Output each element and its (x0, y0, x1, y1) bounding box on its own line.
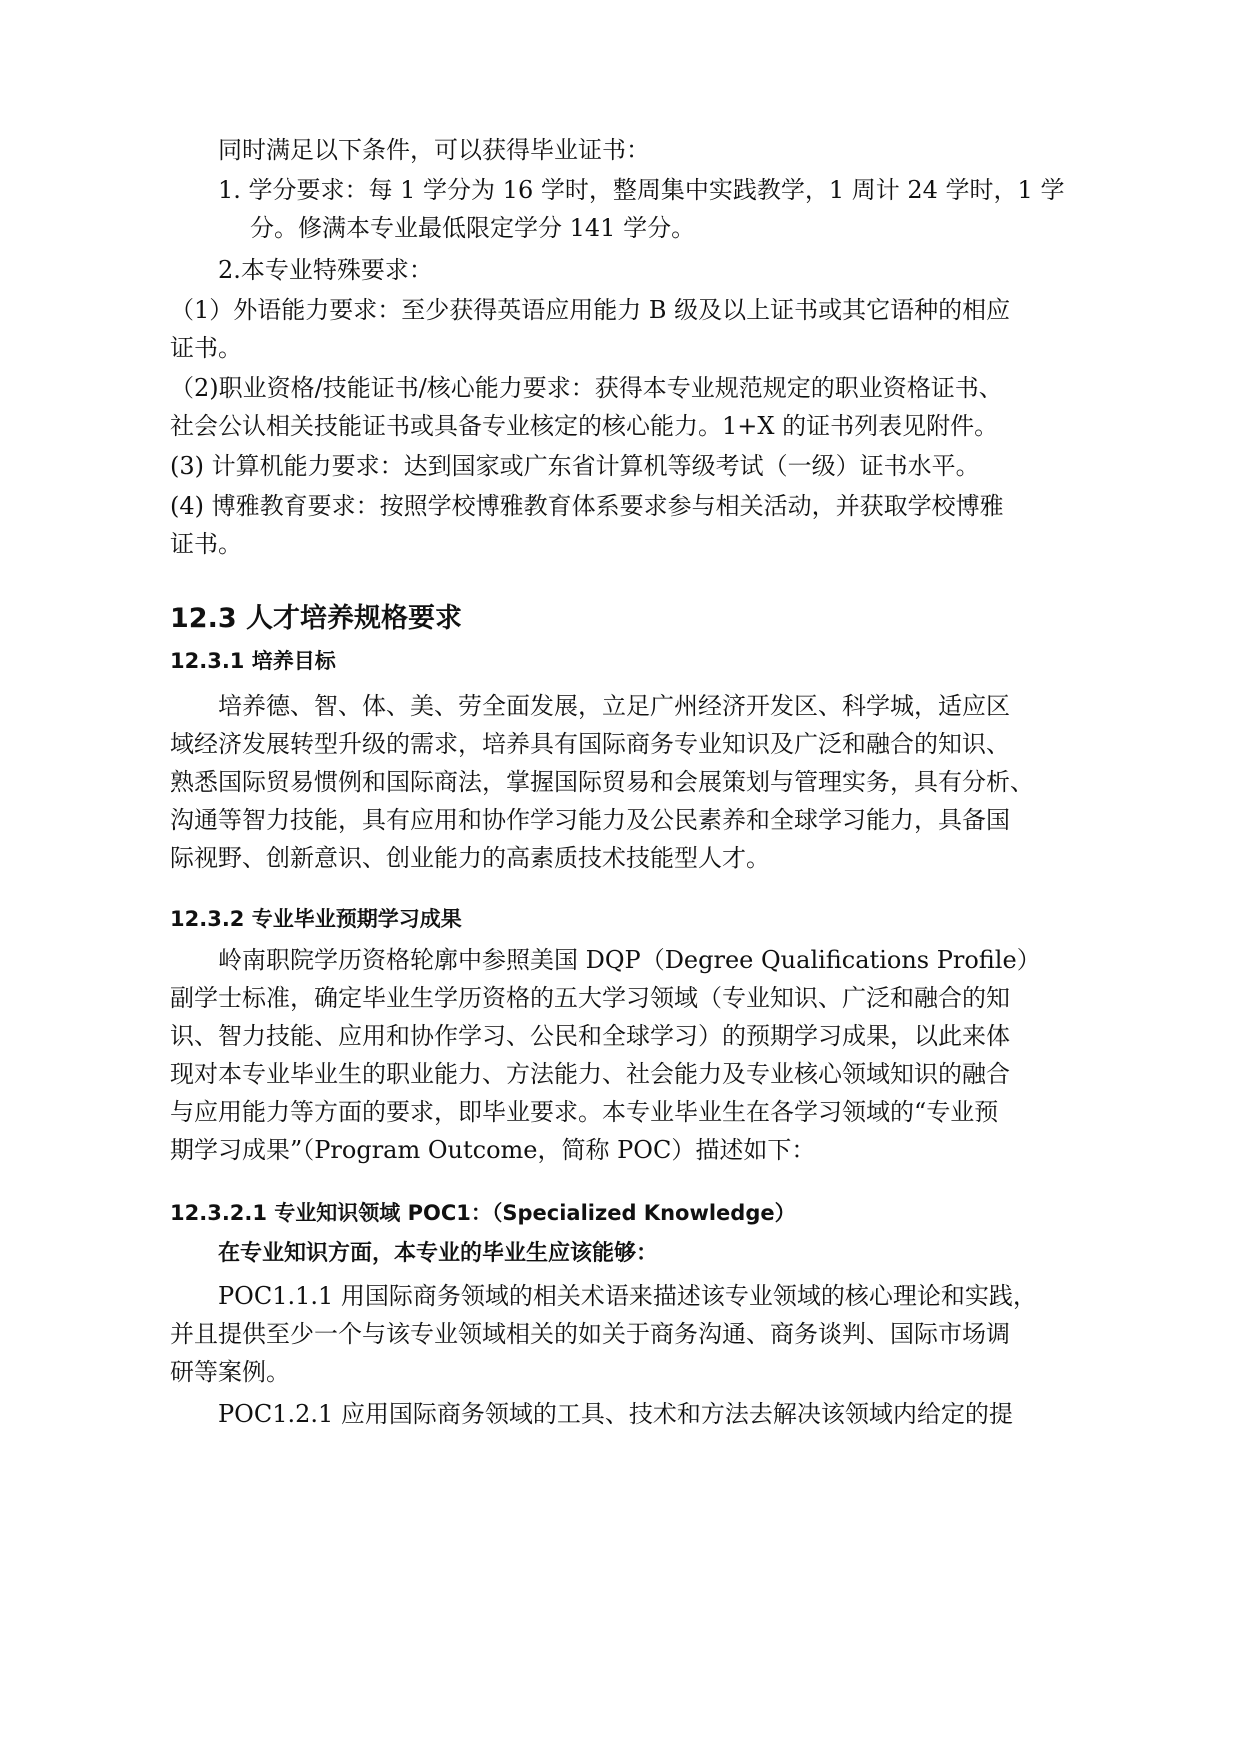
outcomes-line-3: 识、智力技能、应用和协作学习、公民和全球学习）的预期学习成果，以此来体 (170, 1022, 1010, 1050)
outcomes-line-4: 现对本专业毕业生的职业能力、方法能力、社会能力及专业核心领域知识的融合 (170, 1060, 1010, 1088)
certificate-requirement-line-2: 社会公认相关技能证书或具备专业核定的核心能力。1+X 的证书列表见附件。 (170, 412, 999, 440)
section-heading-12-3-2-1: 12.3.2.1 专业知识领域 POC1：（Specialized Knowledge） (170, 1201, 796, 1225)
outcomes-line-6: 期学习成果”（Program Outcome，简称 POC）描述如下： (170, 1136, 816, 1164)
credit-requirement-line-2: 分。修满本专业最低限定学分 141 学分。 (250, 214, 696, 242)
computer-requirement: (3) 计算机能力要求：达到国家或广东省计算机等级考试（一级）证书水平。 (170, 452, 980, 480)
liberal-education-requirement-line-1: (4) 博雅教育要求：按照学校博雅教育体系要求参与相关活动，并获取学校博雅 (170, 492, 1004, 520)
section-heading-12-3-2: 12.3.2 专业毕业预期学习成果 (170, 907, 462, 931)
training-goal-line-5: 际视野、创新意识、创业能力的高素质技术技能型人才。 (170, 844, 770, 872)
outcomes-line-2: 副学士标准，确定毕业生学历资格的五大学习领域（专业知识、广泛和融合的知 (170, 984, 1010, 1012)
certificate-requirement-line-1: （2)职业资格/技能证书/核心能力要求：获得本专业规范规定的职业资格证书、 (170, 374, 1003, 402)
foreign-language-requirement-line-2: 证书。 (170, 334, 242, 362)
special-requirements-label: 2.本专业特殊要求： (218, 256, 433, 284)
poc121-line-1: POC1.2.1 应用国际商务领域的工具、技术和方法去解决该领域内给定的提 (218, 1400, 1013, 1428)
poc111-line-1: POC1.1.1 用国际商务领域的相关术语来描述该专业领域的核心理论和实践， (218, 1282, 1037, 1310)
credit-requirement-line-1: 1. 学分要求：每 1 学分为 16 学时，整周集中实践教学，1 周计 24 学时，1 学 (218, 176, 1065, 204)
outcomes-line-1: 岭南职院学历资格轮廓中参照美国 DQP（Degree Qualifications Profile） (218, 946, 1041, 974)
graduation-intro: 同时满足以下条件，可以获得毕业证书： (218, 136, 650, 164)
training-goal-line-2: 域经济发展转型升级的需求，培养具有国际商务专业知识及广泛和融合的知识、 (170, 730, 1010, 758)
poc111-line-2: 并且提供至少一个与该专业领域相关的如关于商务沟通、商务谈判、国际市场调 (170, 1320, 1010, 1348)
poc111-line-3: 研等案例。 (170, 1358, 290, 1386)
outcomes-line-5: 与应用能力等方面的要求，即毕业要求。本专业毕业生在各学习领域的“专业预 (170, 1098, 999, 1126)
section-heading-12-3-1: 12.3.1 培养目标 (170, 649, 336, 673)
training-goal-line-4: 沟通等智力技能，具有应用和协作学习能力及公民素养和全球学习能力，具备国 (170, 806, 1010, 834)
specialized-knowledge-lead: 在专业知识方面，本专业的毕业生应该能够： (218, 1241, 659, 1266)
section-heading-12-3: 12.3 人才培养规格要求 (170, 603, 463, 634)
foreign-language-requirement-line-1: （1）外语能力要求：至少获得英语应用能力 B 级及以上证书或其它语种的相应 (170, 296, 1011, 324)
training-goal-line-3: 熟悉国际贸易惯例和国际商法，掌握国际贸易和会展策划与管理实务，具有分析、 (170, 768, 1034, 796)
training-goal-line-1: 培养德、智、体、美、劳全面发展，立足广州经济开发区、科学城，适应区 (218, 692, 1010, 720)
liberal-education-requirement-line-2: 证书。 (170, 530, 242, 558)
